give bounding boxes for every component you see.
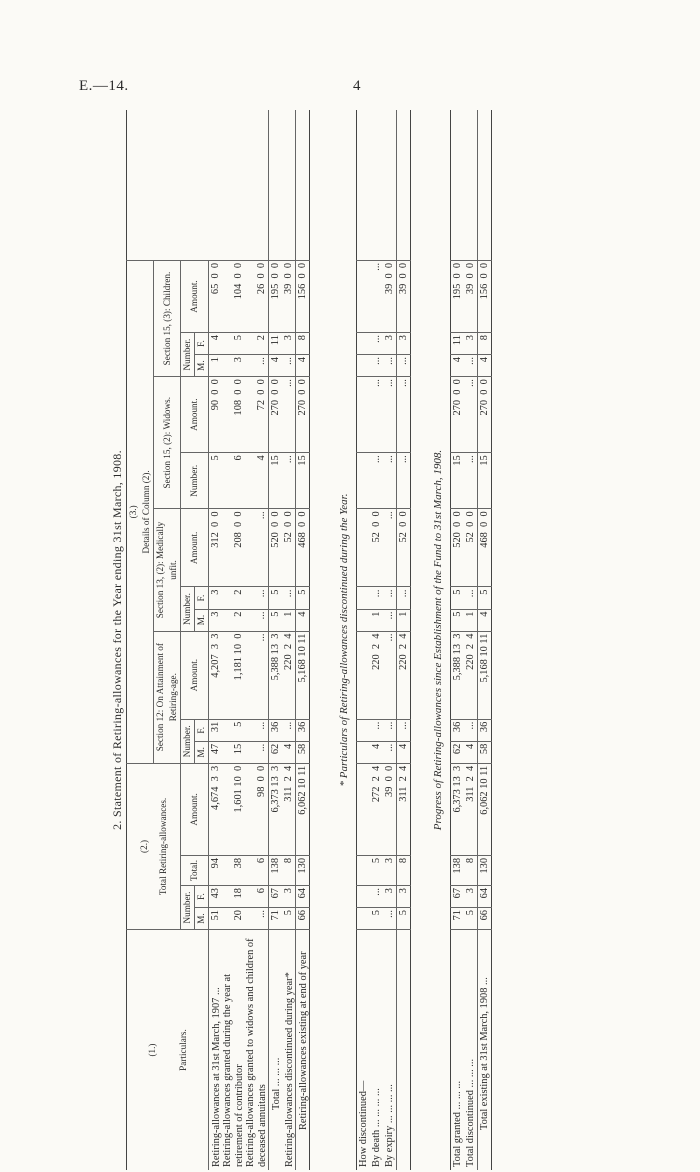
table-cell: 4 [478,355,492,377]
table-cell: ... [383,609,397,631]
table-cell: 20 [222,908,245,930]
table-cell: 4 [478,609,492,631]
filler-cell [269,110,283,260]
table-cell: ... [397,377,411,453]
table-cell: 3 [282,886,296,908]
table-cell: 1 [370,609,383,631]
filler-cell [478,110,492,260]
table-cell: 64 [478,885,492,907]
table-cell: ... [282,377,296,453]
total-header: Total. [181,855,209,885]
row-label: Retiring-allowances existing at end of year [296,930,310,1170]
table-cell: 104 0 0 [222,260,245,332]
amount-header: Amount. [181,377,209,453]
table-cell: 108 0 0 [222,377,245,453]
table-cell: 3 [383,885,397,907]
table-row [269,110,283,1170]
table-cell: 468 0 0 [478,509,492,587]
page-number: 4 [353,78,361,94]
table-cell: 311 2 4 [282,763,296,855]
table-cell: ... [245,719,269,741]
table-cell: 52 0 0 [282,509,296,587]
table-cell: 3 [209,587,223,609]
table-cell: 8 [464,855,478,885]
table-cell: ... [383,719,397,741]
table-cell: ... [383,509,397,587]
discontinued-heading: * Particulars of Retiring-allowances discontinued during the Year. [338,493,350,787]
table-cell: 3 [464,885,478,907]
m-header: M. [195,741,209,763]
table-cell: 468 0 0 [296,509,310,587]
empty-cell [357,377,371,453]
empty-cell [357,260,371,332]
statement-title: 2. Statement of Retiring-allowances for the Year ending 31st March, 1908. [110,450,124,830]
table-cell: 72 0 0 [245,377,269,453]
table-cell: 4 [370,741,383,763]
table-cell: 6 [222,453,245,509]
table-cell: 36 [269,719,283,741]
table-cell: 15 [478,453,492,509]
table-cell: 26 0 0 [245,260,269,332]
table-cell: 5 [370,855,383,885]
table-row [222,110,245,1170]
table-cell: ... [464,587,478,609]
table-cell: 5 [269,587,283,609]
table-cell: 11 [269,333,283,355]
table-cell: 90 0 0 [209,377,223,453]
row-label: Retiring-allowances at 31st March, 1907 ... [210,987,222,1167]
empty-cell [357,509,371,587]
table-cell: ... [383,631,397,719]
empty-cell [357,355,371,377]
number-header: Number. [181,886,195,930]
sec13-header: Section 13, (2): Medically unfit. [154,509,181,631]
table-cell: 5 [209,453,223,509]
table-cell: ... [282,587,296,609]
table-cell: 4 [209,333,223,355]
row-label: Total granted ... ... ... [452,1080,463,1167]
total-retiring-header: (2.) Total Retiring-allowances. [127,763,181,929]
table-cell: ... [370,377,383,453]
row-label: Total ... ... ... [269,930,283,1170]
sec15-3-header: Section 15, (3): Children. [154,260,181,376]
table-cell: 36 [296,719,310,741]
table-cell: 156 0 0 [478,260,492,332]
table-cell: 4 [282,741,296,763]
table-row [282,110,296,1170]
table-cell: 195 0 0 [269,260,283,332]
table-cell: ... [397,719,411,741]
table-cell: 6,062 10 11 [478,763,492,855]
table-cell: 5 [464,908,478,930]
table-row [357,110,371,1170]
number-header: Number. [181,453,209,509]
table-cell: 5 [370,908,383,930]
table-cell: 4 [269,355,283,377]
table-cell: 220 2 4 [282,631,296,719]
table-cell: 311 2 4 [464,763,478,855]
filler-cell [464,110,478,260]
table-cell: 58 [296,741,310,763]
table-cell: 36 [451,719,465,741]
table-cell: 130 [296,855,310,885]
table-cell: 2 [222,587,245,609]
table-cell: 18 [222,886,245,908]
table-cell: 2 [245,333,269,355]
m-header: M. [195,609,209,631]
table-cell: 5 [478,587,492,609]
table-cell: 5 [451,587,465,609]
table-cell: 5 [269,609,283,631]
table-cell: 5 [397,908,411,930]
table-cell: 156 0 0 [296,260,310,332]
table-row [451,110,465,1170]
table-cell: ... [245,631,269,719]
table-cell: 38 [222,855,245,885]
empty-cell [357,855,371,885]
table-cell: 138 [451,855,465,885]
empty-cell [357,453,371,509]
table-cell: 1,601 10 0 [222,763,245,855]
table-cell: 3 [464,333,478,355]
f-header: F. [195,333,209,355]
table-cell: 71 [269,908,283,930]
progress-table [450,110,492,1170]
table-cell: ... [383,741,397,763]
table-cell: 208 0 0 [222,509,245,587]
table-cell: 5 [282,908,296,930]
amount-header: Amount. [181,509,209,587]
filler-cell [222,110,245,260]
table-cell: 15 [222,741,245,763]
table-cell: 43 [209,886,223,908]
empty-cell [357,587,371,609]
table-cell: 8 [282,855,296,885]
table-cell: 36 [478,719,492,741]
table-cell: 312 0 0 [209,509,223,587]
table-cell: ... [464,719,478,741]
row-label: Total existing at 31st March, 1908 ... [478,930,492,1170]
table-cell: ... [370,333,383,355]
table-cell: ... [245,908,269,930]
table-cell: 5,168 10 11 [478,631,492,719]
table-cell: 66 [478,908,492,930]
filler-cell [245,110,269,260]
table-cell: 39 0 0 [383,763,397,855]
table-cell: 2 [222,609,245,631]
table-cell: 4 [464,741,478,763]
table-cell: ... [383,453,397,509]
table-cell: ... [245,509,269,587]
row-label: By expiry ... ... ... ... [384,1084,395,1167]
how-discontinued-label: How discontinued— [358,1080,369,1167]
table-cell: 3 [397,333,411,355]
table-cell: 3 [209,609,223,631]
empty-cell [357,885,371,907]
table-cell: 98 0 0 [245,763,269,855]
progress-heading: Progress of Retiring-allowances since Establishment of the Fund to 31st March, 1908. [432,449,444,831]
number-header: Number. [181,719,195,763]
table-cell: ... [245,609,269,631]
table-cell: 1 [282,609,296,631]
particulars-header: (1.) Particulars. [127,930,209,1170]
row-label: Retiring-allowances granted to widows and children of deceased annuitants [245,938,268,1167]
table-cell: ... [397,453,411,509]
table-row [209,110,223,1170]
table-cell: 11 [451,333,465,355]
table-cell: 1 [464,609,478,631]
table-cell: 6,373 13 3 [269,763,283,855]
retiring-allowances-table [126,110,310,1170]
table-cell: ... [397,587,411,609]
filler-cell [370,110,383,260]
number-header: Number. [181,333,195,377]
empty-cell [357,719,371,741]
table-cell: ... [383,355,397,377]
table-cell: 39 0 0 [464,260,478,332]
f-header: F. [195,587,209,609]
empty-cell [357,908,371,930]
table-cell: ... [383,587,397,609]
table-row [464,110,478,1170]
table-cell: 3 [383,855,397,885]
table-cell: 1 [397,609,411,631]
empty-cell [357,609,371,631]
sec15-2-header: Section 15, (2): Widows. [154,377,181,509]
table-cell: 270 0 0 [478,377,492,453]
table-cell: 52 0 0 [397,509,411,587]
table-cell: 6,373 13 3 [451,763,465,855]
table-cell: ... [397,355,411,377]
table-cell: 39 0 0 [282,260,296,332]
table-cell: 270 0 0 [296,377,310,453]
table-cell: ... [282,453,296,509]
table-cell: 220 2 4 [370,631,383,719]
table-cell: 195 0 0 [451,260,465,332]
empty-cell [357,110,371,260]
empty-cell [357,763,371,855]
table-cell: ... [245,587,269,609]
table-cell: 130 [478,855,492,885]
table-cell: ... [282,355,296,377]
sec12-header: Section 12: On Attainment of Retiring-age. [154,631,181,763]
table-cell: 71 [451,908,465,930]
table-cell: ... [370,587,383,609]
table-cell: 4,674 3 3 [209,763,223,855]
details-header: (3.) Details of Column (2). [127,260,154,763]
table-cell: 5,388 13 3 [451,631,465,719]
table-cell: ... [383,908,397,930]
table-cell: 94 [209,855,223,885]
table-cell: ... [370,260,383,332]
table-cell: 5 [451,609,465,631]
table-cell: 138 [269,855,283,885]
table-cell: 3 [222,355,245,377]
table-cell: 220 2 4 [397,631,411,719]
filler-cell [451,110,465,260]
table-cell: 1 [209,355,223,377]
table-row [478,110,492,1170]
filler-cell [282,110,296,260]
table-cell: 3 [282,333,296,355]
table-cell: 52 0 0 [370,509,383,587]
f-header: F. [195,886,209,908]
table-cell: 3 [383,333,397,355]
row-label: Total discontinued ... ... ... [465,1058,476,1167]
table-cell: 6 [245,886,269,908]
table-cell: 3 [397,885,411,907]
table-cell: 4 [296,355,310,377]
table-cell: 15 [451,453,465,509]
table-cell: 52 0 0 [464,509,478,587]
amount-header: Amount. [181,763,209,855]
table-cell: 66 [296,908,310,930]
amount-header: Amount. [181,631,209,719]
table-cell: ... [383,377,397,453]
table-cell: 31 [209,719,223,741]
table-cell: 270 0 0 [269,377,283,453]
table-cell: 4 [245,453,269,509]
table-cell: 67 [451,885,465,907]
table-cell: 51 [209,908,223,930]
filler-cell [296,110,310,260]
filler-cell [397,110,411,260]
table-cell: 6,062 10 11 [296,763,310,855]
row-label: Retiring-allowances discontinued during year* [283,972,295,1167]
table-row [245,110,269,1170]
table-cell: 272 2 4 [370,763,383,855]
table-cell: 1,181 10 0 [222,631,245,719]
table-cell: 39 0 0 [397,260,411,332]
filler-cell [383,110,397,260]
table-cell: ... [245,355,269,377]
table-cell: 6 [245,855,269,885]
table-cell: 4,207 3 3 [209,631,223,719]
table-row [296,110,310,1170]
table-cell: ... [370,355,383,377]
table-cell: 8 [296,333,310,355]
filler-cell [209,110,223,260]
table-cell: ... [464,453,478,509]
table-cell: ... [370,453,383,509]
m-header: M. [195,908,209,930]
table-cell: 62 [451,741,465,763]
table-cell: 67 [269,886,283,908]
table-cell: ... [245,741,269,763]
table-cell: 5,388 13 3 [269,631,283,719]
table-cell: 64 [296,886,310,908]
table-cell: 311 2 4 [397,763,411,855]
table-cell: 47 [209,741,223,763]
table-row [370,110,383,1170]
table-cell: 5 [222,333,245,355]
table-cell: ... [464,377,478,453]
table-cell: 8 [478,333,492,355]
table-cell: 520 0 0 [451,509,465,587]
table-cell: 4 [397,741,411,763]
table-cell: 520 0 0 [269,509,283,587]
m-header: M. [195,355,209,377]
table-cell: 15 [296,453,310,509]
empty-cell [357,631,371,719]
table-cell: ... [370,719,383,741]
table-cell: 5 [296,587,310,609]
f-header: F. [195,719,209,741]
amount-header: Amount. [181,260,209,332]
row-label: Retiring-allowances granted during the year at retirement of contributor [222,973,245,1167]
rotated-table-frame [110,110,650,1170]
empty-cell [357,333,371,355]
table-cell: 39 0 0 [383,260,397,332]
table-cell: 220 2 4 [464,631,478,719]
table-cell: 58 [478,741,492,763]
table-cell: 270 0 0 [451,377,465,453]
table-cell: ... [464,355,478,377]
table-cell: 8 [397,855,411,885]
table-cell: 62 [269,741,283,763]
table-cell: 65 0 0 [209,260,223,332]
table-cell: 15 [269,453,283,509]
row-label [397,930,411,1170]
page-ref: E.—14. [79,78,129,94]
empty-cell [357,741,371,763]
discontinued-table [356,110,411,1170]
row-label: By death ... ... ... ... [371,1088,382,1167]
table-cell: ... [282,719,296,741]
table-cell: 5 [222,719,245,741]
table-cell: ... [370,885,383,907]
number-header: Number. [181,587,195,631]
table-cell: 5,168 10 11 [296,631,310,719]
table-cell: 4 [296,609,310,631]
table-cell: 4 [451,355,465,377]
table-row [397,110,411,1170]
table-row [383,110,397,1170]
